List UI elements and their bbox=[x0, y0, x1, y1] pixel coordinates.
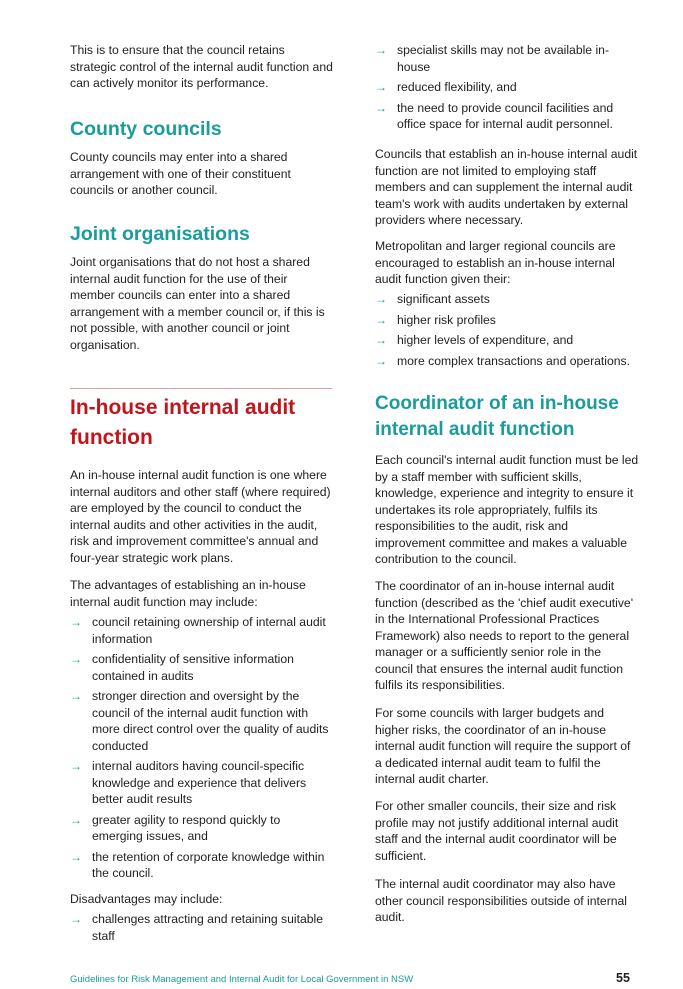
arrow-icon: → bbox=[375, 80, 387, 94]
list-item: → stronger direction and oversight by the council of the internal audit function with more direct control over the quality of audits conducted bbox=[70, 689, 329, 753]
metro-intro: Metropolitan and larger regional councils are encouraged to establish an in-house internal audit function given their: bbox=[375, 239, 616, 286]
arrow-icon: → bbox=[70, 652, 82, 666]
list-item: → greater agility to respond quickly to emerging issues, and bbox=[70, 812, 281, 843]
coordinator-paragraph-2: The coordinator of an in-house internal audit function (described as the 'chief audit executive' in the International Professional Practices Framework) also needs to report to the general manager or a sufficiently senior role in the council that ensures the internal audit function fulfils its responsibilities. bbox=[375, 579, 634, 692]
page-number: 55 bbox=[616, 971, 630, 985]
establish-paragraph: Councils that establish an in-house internal audit function are not limited to employing staff members and can supplement the internal audit team's work with audits undertaken by external providers where necessary. bbox=[375, 147, 638, 227]
coordinator-heading-line1: Coordinator of an in-house bbox=[375, 393, 619, 414]
coordinator-paragraph-5: The internal audit coordinator may also have other council responsibilities outside of internal audit. bbox=[375, 877, 628, 924]
coordinator-heading bbox=[375, 391, 640, 443]
section-divider bbox=[70, 388, 332, 389]
arrow-icon: → bbox=[70, 759, 82, 773]
county-councils-text: County councils may enter into a shared arrangement with one of their constituent councils or another council. bbox=[70, 150, 291, 197]
list-item: → significant assets bbox=[375, 292, 490, 306]
arrow-icon: → bbox=[375, 333, 387, 347]
inhouse-text: An in-house internal audit function is one where internal auditors and other staff (where required) are employed by the council to conduct the internal audits and other activities in the audit, risk and improvement committee's annual and four-year strategic work plans. bbox=[70, 468, 331, 565]
arrow-icon: → bbox=[70, 912, 82, 926]
list-item: → the retention of corporate knowledge within the council. bbox=[70, 849, 325, 880]
coordinator-paragraph-3: For some councils with larger budgets and higher risks, the coordinator of an in-house internal audit function will require the support of a dedicated internal audit team to fulfil the internal audit charter. bbox=[375, 706, 631, 786]
arrow-icon: → bbox=[375, 292, 387, 306]
list-item: → reduced flexibility, and bbox=[375, 80, 517, 94]
arrow-icon: → bbox=[375, 353, 387, 368]
coordinator-heading-line2: internal audit function bbox=[375, 419, 575, 440]
list-item: → more complex transactions and operations. bbox=[375, 353, 631, 368]
joint-organisations-heading: Joint organisations bbox=[70, 223, 250, 245]
footer-title: Guidelines for Risk Management and Internal Audit for Local Government in NSW bbox=[70, 974, 414, 985]
coordinator-paragraph-4: For other smaller councils, their size and risk profile may not justify additional internal audit staff and the internal audit coordinator will be sufficient. bbox=[375, 799, 619, 863]
list-item: → higher risk profiles bbox=[375, 312, 496, 327]
list-item: → specialist skills may not be available in-house bbox=[375, 43, 610, 74]
arrow-icon: → bbox=[70, 812, 82, 827]
list-item: → council retaining ownership of internal audit information bbox=[70, 615, 326, 646]
arrow-icon: → bbox=[70, 689, 82, 703]
list-item: → internal auditors having council-specific knowledge and experience that delivers better audit results bbox=[70, 759, 307, 806]
arrow-icon: → bbox=[70, 849, 82, 864]
county-councils-heading: County councils bbox=[70, 118, 222, 140]
disadvantages-list bbox=[70, 911, 334, 944]
list-item: → challenges attracting and retaining suitable staff bbox=[70, 912, 324, 943]
list-item: → confidentiality of sensitive information contained in audits bbox=[70, 652, 294, 683]
joint-organisations-text: Joint organisations that do not host a shared internal audit function for the use of their member councils can enter into a shared arrangement with a member council or, if this is not possible, with another council or joint organisation. bbox=[70, 255, 325, 352]
advantages-list bbox=[70, 614, 334, 882]
arrow-icon: → bbox=[70, 615, 82, 629]
intro-paragraph: This is to ensure that the council retains strategic control of the internal audit function and can actively monitor its performance. bbox=[70, 43, 333, 90]
list-item: → the need to provide council facilities and office space for internal audit personnel. bbox=[375, 100, 614, 131]
coordinator-paragraph-1: Each council's internal audit function must be led by a staff member with sufficient skills, knowledge, experience and integrity to ensure it undertakes its role appropriately, fulfils its responsibilities to the audit, risk and improvement committee and makes a valuable contribution to the council. bbox=[375, 453, 639, 566]
advantages-intro: The advantages of establishing an in-house internal audit function may include: bbox=[70, 578, 306, 609]
inhouse-heading-line2: function bbox=[70, 426, 153, 449]
disadvantages-continued-list bbox=[375, 42, 640, 133]
inhouse-heading bbox=[70, 393, 334, 453]
metro-list bbox=[375, 291, 640, 369]
disadvantages-intro: Disadvantages may include: bbox=[70, 892, 223, 906]
inhouse-heading-line1: In-house internal audit bbox=[70, 396, 296, 419]
arrow-icon: → bbox=[375, 43, 387, 57]
arrow-icon: → bbox=[375, 100, 387, 115]
list-item: → higher levels of expenditure, and bbox=[375, 333, 574, 347]
arrow-icon: → bbox=[375, 312, 387, 327]
